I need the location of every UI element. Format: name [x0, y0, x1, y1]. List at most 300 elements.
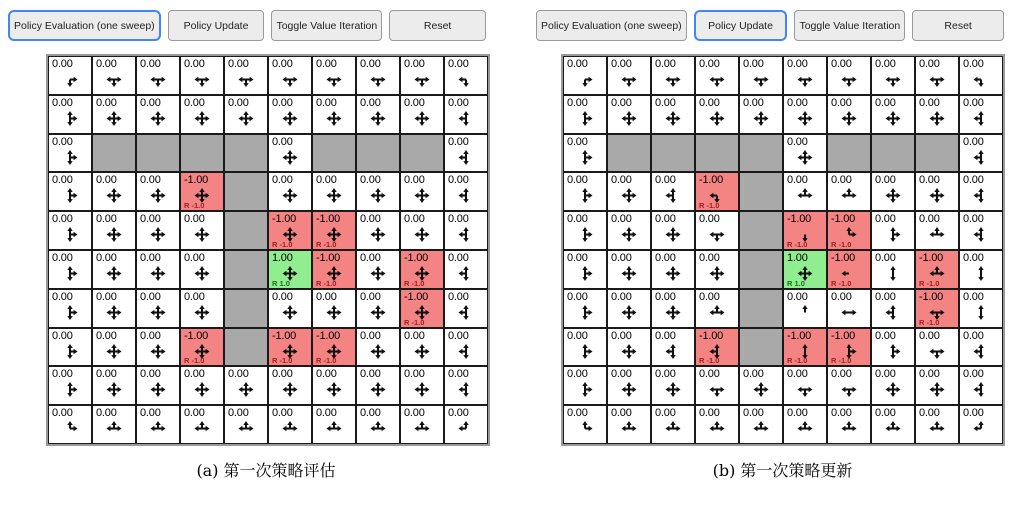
- cell-value: 0.00: [184, 213, 205, 226]
- cell-value: 0.00: [360, 290, 381, 303]
- cell-value: 0.00: [655, 407, 676, 420]
- wall-cell: [356, 134, 400, 173]
- cell-value: 0.00: [611, 329, 632, 342]
- cell-value: 0.00: [655, 251, 676, 264]
- grid-cell: [180, 56, 224, 95]
- cell-value: -1.00: [272, 329, 297, 342]
- policy-arrows-icon: [193, 419, 212, 438]
- gridworld-right: [561, 54, 1005, 446]
- cell-value: 0.00: [316, 368, 337, 381]
- cell-value: 0.00: [787, 368, 808, 381]
- policy-arrows-icon: [928, 419, 947, 438]
- grid-cell: [224, 95, 268, 134]
- grid-cell: [607, 289, 651, 328]
- cell-value: -1.00: [699, 329, 724, 342]
- grid-cell: [444, 172, 488, 211]
- policy-arrows-icon: [664, 303, 683, 322]
- policy-arrows-icon: [708, 303, 727, 322]
- grid-cell: [563, 250, 607, 289]
- grid-cell: [444, 95, 488, 134]
- cell-value: 0.00: [611, 58, 632, 70]
- policy-arrows-icon: [325, 419, 344, 438]
- cell-value: -1.00: [787, 213, 812, 226]
- cell-value: 0.00: [787, 135, 808, 148]
- policy-arrows-icon: [105, 109, 124, 128]
- cell-value: 0.00: [831, 290, 852, 303]
- grid-cell: [48, 328, 92, 367]
- penalty-cell: [400, 250, 444, 289]
- grid-cell: [268, 366, 312, 405]
- grid-cell: [136, 95, 180, 134]
- grid-cell: [739, 366, 783, 405]
- cell-reward-label: R -1.0: [404, 278, 425, 288]
- cell-reward-label: R -1.0: [699, 201, 720, 211]
- grid-cell: [607, 405, 651, 444]
- wall-cell: [739, 211, 783, 250]
- grid-cell: [312, 172, 356, 211]
- policy-arrows-icon: [796, 380, 815, 399]
- wall-cell: [739, 134, 783, 173]
- grid-cell: [651, 56, 695, 95]
- policy-arrows-icon: [193, 264, 212, 283]
- cell-value: 0.00: [875, 407, 896, 420]
- grid-cell: [651, 211, 695, 250]
- cell-reward-label: R -1.0: [831, 278, 852, 288]
- policy-arrows-icon: [708, 225, 727, 244]
- cell-value: 0.00: [919, 58, 940, 70]
- cell-value: -1.00: [919, 290, 944, 303]
- grid-cell: [400, 56, 444, 95]
- cell-value: 0.00: [52, 174, 73, 187]
- policy-arrows-icon: [457, 186, 476, 205]
- penalty-cell: [915, 289, 959, 328]
- grid-cell: [651, 172, 695, 211]
- cell-value: 0.00: [743, 58, 764, 70]
- policy-arrows-icon: [972, 380, 991, 399]
- wall-cell: [224, 289, 268, 328]
- policy-arrows-icon: [620, 303, 639, 322]
- grid-cell: [136, 211, 180, 250]
- policy-arrows-icon: [664, 225, 683, 244]
- cell-value: 0.00: [184, 58, 205, 70]
- policy-arrows-icon: [620, 419, 639, 438]
- policy-arrows-icon: [708, 70, 727, 89]
- panel-policy-evaluation: [8, 10, 486, 505]
- policy-arrows-icon: [972, 303, 991, 322]
- grid-cell: [48, 405, 92, 444]
- panel-policy-update: [536, 10, 1004, 505]
- policy-arrows-icon: [457, 419, 476, 438]
- policy-arrows-icon: [61, 264, 80, 283]
- cell-reward-label: R -1.0: [919, 317, 940, 327]
- policy-arrows-icon: [840, 109, 859, 128]
- penalty-cell: [268, 328, 312, 367]
- cell-reward-label: R -1.0: [831, 356, 852, 366]
- wall-cell: [224, 211, 268, 250]
- policy-arrows-icon: [61, 109, 80, 128]
- grid-cell: [915, 366, 959, 405]
- grid-cell: [356, 366, 400, 405]
- cell-value: 0.00: [360, 96, 381, 109]
- grid-cell: [444, 405, 488, 444]
- wall-cell: [695, 134, 739, 173]
- policy-arrows-icon: [664, 109, 683, 128]
- cell-value: 0.00: [567, 407, 588, 420]
- grid-cell: [651, 95, 695, 134]
- policy-arrows-icon: [840, 303, 859, 322]
- grid-cell: [92, 95, 136, 134]
- cell-value: 0.00: [360, 58, 381, 70]
- cell-reward-label: R -1.0: [316, 239, 337, 249]
- penalty-cell: [827, 328, 871, 367]
- policy-arrows-icon: [796, 109, 815, 128]
- cell-value: 0.00: [404, 96, 425, 109]
- policy-arrows-icon: [105, 342, 124, 361]
- policy-arrows-icon: [796, 303, 815, 322]
- grid-cell: [563, 134, 607, 173]
- grid-cell: [695, 56, 739, 95]
- policy-arrows-icon: [457, 109, 476, 128]
- grid-cell: [959, 405, 1003, 444]
- policy-arrows-icon: [149, 342, 168, 361]
- grid-cell: [563, 289, 607, 328]
- penalty-cell: [312, 250, 356, 289]
- cell-value: 0.00: [699, 251, 720, 264]
- policy-arrows-icon: [840, 380, 859, 399]
- policy-arrows-icon: [61, 380, 80, 399]
- grid-cell: [136, 289, 180, 328]
- policy-arrows-icon: [457, 264, 476, 283]
- cell-value: 0.00: [140, 96, 161, 109]
- wall-cell: [739, 328, 783, 367]
- cell-value: 0.00: [919, 174, 940, 187]
- wall-cell: [224, 250, 268, 289]
- policy-arrows-icon: [576, 186, 595, 205]
- grid-cell: [563, 366, 607, 405]
- grid-cell: [827, 366, 871, 405]
- policy-arrows-icon: [620, 225, 639, 244]
- policy-arrows-icon: [149, 303, 168, 322]
- cell-value: -1.00: [316, 251, 341, 264]
- policy-arrows-icon: [796, 186, 815, 205]
- policy-arrows-icon: [884, 70, 903, 89]
- cell-value: 0.00: [963, 213, 984, 226]
- cell-value: 0.00: [699, 290, 720, 303]
- grid-cell: [312, 405, 356, 444]
- policy-arrows-icon: [369, 225, 388, 244]
- cell-value: 0.00: [567, 135, 588, 148]
- cell-value: 0.00: [831, 407, 852, 420]
- wall-cell: [739, 172, 783, 211]
- cell-value: 0.00: [448, 329, 469, 342]
- cell-value: 0.00: [567, 290, 588, 303]
- cell-value: 0.00: [963, 174, 984, 187]
- policy-arrows-icon: [884, 225, 903, 244]
- reset-button[interactable]: Reset: [912, 10, 1004, 41]
- cell-value: 0.00: [140, 174, 161, 187]
- grid-cell: [651, 289, 695, 328]
- grid-cell: [356, 95, 400, 134]
- cell-value: -1.00: [831, 251, 856, 264]
- cell-value: 0.00: [699, 407, 720, 420]
- grid-cell: [48, 211, 92, 250]
- cell-value: 0.00: [272, 58, 293, 70]
- cell-value: 0.00: [52, 96, 73, 109]
- wall-cell: [607, 134, 651, 173]
- policy-arrows-icon: [708, 380, 727, 399]
- cell-value: 0.00: [699, 368, 720, 381]
- cell-value: 0.00: [655, 58, 676, 70]
- cell-value: 0.00: [52, 368, 73, 381]
- policy-arrows-icon: [61, 419, 80, 438]
- grid-cell: [356, 289, 400, 328]
- cell-value: 0.00: [787, 58, 808, 70]
- grid-cell: [48, 56, 92, 95]
- grid-cell: [871, 289, 915, 328]
- cell-value: 0.00: [96, 96, 117, 109]
- penalty-cell: [827, 211, 871, 250]
- grid-cell: [607, 172, 651, 211]
- grid-cell: [959, 95, 1003, 134]
- policy-arrows-icon: [105, 70, 124, 89]
- cell-value: 0.00: [875, 368, 896, 381]
- grid-cell: [563, 56, 607, 95]
- grid-cell: [871, 250, 915, 289]
- caption-left: (a) 第一次策略评估: [196, 460, 336, 480]
- policy-arrows-icon: [840, 70, 859, 89]
- policy-arrows-icon: [105, 380, 124, 399]
- cell-value: 0.00: [611, 96, 632, 109]
- policy-arrows-icon: [413, 419, 432, 438]
- policy-arrows-icon: [576, 70, 595, 89]
- grid-cell: [915, 172, 959, 211]
- grid-cell: [92, 366, 136, 405]
- cell-reward-label: R -1.0: [184, 356, 205, 366]
- cell-value: 0.00: [52, 213, 73, 226]
- cell-value: 0.00: [448, 174, 469, 187]
- policy-evaluation-button[interactable]: Policy Evaluation (one sweep): [8, 10, 161, 41]
- cell-value: 0.00: [140, 58, 161, 70]
- wall-cell: [136, 134, 180, 173]
- cell-value: 0.00: [96, 407, 117, 420]
- grid-cell: [268, 289, 312, 328]
- wall-cell: [312, 134, 356, 173]
- policy-arrows-icon: [620, 109, 639, 128]
- policy-arrows-icon: [884, 380, 903, 399]
- policy-arrows-icon: [193, 380, 212, 399]
- cell-value: 0.00: [272, 368, 293, 381]
- grid-cell: [356, 56, 400, 95]
- cell-value: 0.00: [875, 290, 896, 303]
- policy-arrows-icon: [840, 419, 859, 438]
- policy-arrows-icon: [105, 303, 124, 322]
- grid-cell: [783, 95, 827, 134]
- grid-cell: [871, 366, 915, 405]
- cell-value: 0.00: [360, 213, 381, 226]
- grid-cell: [136, 250, 180, 289]
- grid-cell: [180, 211, 224, 250]
- policy-arrows-icon: [752, 419, 771, 438]
- cell-value: -1.00: [831, 213, 856, 226]
- cell-value: -1.00: [184, 174, 209, 187]
- policy-arrows-icon: [796, 419, 815, 438]
- grid-cell: [827, 56, 871, 95]
- policy-arrows-icon: [457, 342, 476, 361]
- grid-cell: [651, 366, 695, 405]
- grid-cell: [356, 250, 400, 289]
- cell-value: 0.00: [963, 96, 984, 109]
- cell-value: 0.00: [611, 368, 632, 381]
- policy-arrows-icon: [193, 109, 212, 128]
- policy-arrows-icon: [105, 419, 124, 438]
- cell-value: 0.00: [448, 368, 469, 381]
- cell-value: 0.00: [316, 174, 337, 187]
- policy-arrows-icon: [369, 303, 388, 322]
- cell-value: 0.00: [140, 251, 161, 264]
- cell-value: 0.00: [875, 213, 896, 226]
- cell-value: 0.00: [919, 329, 940, 342]
- policy-arrows-icon: [928, 342, 947, 361]
- policy-arrows-icon: [413, 186, 432, 205]
- policy-update-button[interactable]: Policy Update: [168, 10, 265, 41]
- cell-value: 0.00: [228, 58, 249, 70]
- grid-cell: [136, 56, 180, 95]
- grid-cell: [651, 250, 695, 289]
- penalty-cell: [783, 328, 827, 367]
- policy-arrows-icon: [281, 380, 300, 399]
- policy-arrows-icon: [664, 186, 683, 205]
- cell-value: 0.00: [787, 174, 808, 187]
- penalty-cell: [180, 172, 224, 211]
- policy-arrows-icon: [884, 109, 903, 128]
- cell-value: 0.00: [655, 213, 676, 226]
- cell-value: 1.00: [787, 251, 808, 264]
- policy-arrows-icon: [281, 109, 300, 128]
- cell-value: 0.00: [52, 290, 73, 303]
- cell-value: 0.00: [228, 96, 249, 109]
- policy-arrows-icon: [972, 419, 991, 438]
- grid-cell: [136, 328, 180, 367]
- policy-arrows-icon: [576, 380, 595, 399]
- policy-arrows-icon: [576, 264, 595, 283]
- policy-evaluation-button[interactable]: Policy Evaluation (one sweep): [536, 10, 687, 41]
- grid-cell: [312, 289, 356, 328]
- grid-cell: [92, 211, 136, 250]
- cell-value: 0.00: [52, 135, 73, 148]
- policy-arrows-icon: [237, 419, 256, 438]
- grid-cell: [444, 56, 488, 95]
- cell-value: 0.00: [52, 251, 73, 264]
- cell-value: 0.00: [567, 58, 588, 70]
- policy-arrows-icon: [61, 186, 80, 205]
- penalty-cell: [695, 172, 739, 211]
- grid-cell: [92, 250, 136, 289]
- policy-arrows-icon: [149, 225, 168, 244]
- grid-cell: [268, 405, 312, 444]
- wall-cell: [739, 250, 783, 289]
- toolbar-right: [536, 10, 1004, 41]
- grid-cell: [444, 134, 488, 173]
- grid-cell: [180, 289, 224, 328]
- policy-arrows-icon: [237, 70, 256, 89]
- grid-cell: [444, 211, 488, 250]
- policy-arrows-icon: [576, 225, 595, 244]
- grid-cell: [915, 328, 959, 367]
- cell-value: 0.00: [655, 368, 676, 381]
- cell-value: 0.00: [96, 251, 117, 264]
- grid-cell: [563, 328, 607, 367]
- grid-cell: [563, 405, 607, 444]
- caption-right: (b) 第一次策略更新: [712, 460, 853, 480]
- cell-value: 0.00: [272, 174, 293, 187]
- policy-arrows-icon: [884, 186, 903, 205]
- grid-cell: [783, 405, 827, 444]
- policy-arrows-icon: [928, 109, 947, 128]
- policy-arrows-icon: [413, 342, 432, 361]
- policy-arrows-icon: [325, 109, 344, 128]
- toggle-value-iteration-button[interactable]: Toggle Value Iteration: [271, 10, 382, 41]
- cell-value: 0.00: [96, 174, 117, 187]
- cell-value: 0.00: [743, 96, 764, 109]
- policy-arrows-icon: [972, 264, 991, 283]
- grid-cell: [607, 95, 651, 134]
- cell-value: 0.00: [272, 135, 293, 148]
- grid-cell: [607, 211, 651, 250]
- grid-cell: [312, 366, 356, 405]
- cell-value: 0.00: [360, 174, 381, 187]
- grid-cell: [651, 405, 695, 444]
- cell-reward-label: R -1.0: [316, 278, 337, 288]
- policy-arrows-icon: [457, 225, 476, 244]
- cell-value: 0.00: [316, 290, 337, 303]
- policy-arrows-icon: [61, 303, 80, 322]
- policy-update-button[interactable]: Policy Update: [694, 10, 788, 41]
- policy-arrows-icon: [928, 186, 947, 205]
- policy-arrows-icon: [325, 186, 344, 205]
- policy-arrows-icon: [369, 419, 388, 438]
- cell-value: 0.00: [404, 174, 425, 187]
- cell-value: 0.00: [360, 368, 381, 381]
- cell-value: 0.00: [875, 96, 896, 109]
- policy-arrows-icon: [281, 186, 300, 205]
- wall-cell: [92, 134, 136, 173]
- grid-cell: [180, 405, 224, 444]
- grid-cell: [400, 366, 444, 405]
- policy-arrows-icon: [457, 70, 476, 89]
- grid-cell: [959, 172, 1003, 211]
- toggle-value-iteration-button[interactable]: Toggle Value Iteration: [794, 10, 905, 41]
- policy-arrows-icon: [369, 70, 388, 89]
- cell-value: 0.00: [404, 213, 425, 226]
- goal-cell: [268, 250, 312, 289]
- cell-value: 0.00: [743, 368, 764, 381]
- cell-value: 0.00: [404, 58, 425, 70]
- grid-cell: [444, 289, 488, 328]
- grid-cell: [312, 95, 356, 134]
- cell-reward-label: R 1.0: [787, 278, 805, 288]
- grid-cell: [224, 366, 268, 405]
- policy-arrows-icon: [413, 225, 432, 244]
- cell-value: 0.00: [611, 407, 632, 420]
- cell-value: 0.00: [52, 329, 73, 342]
- grid-cell: [444, 366, 488, 405]
- cell-reward-label: R -1.0: [831, 239, 852, 249]
- cell-value: 0.00: [316, 96, 337, 109]
- reset-button[interactable]: Reset: [389, 10, 486, 41]
- cell-value: 0.00: [655, 96, 676, 109]
- policy-arrows-icon: [972, 186, 991, 205]
- cell-value: 0.00: [140, 213, 161, 226]
